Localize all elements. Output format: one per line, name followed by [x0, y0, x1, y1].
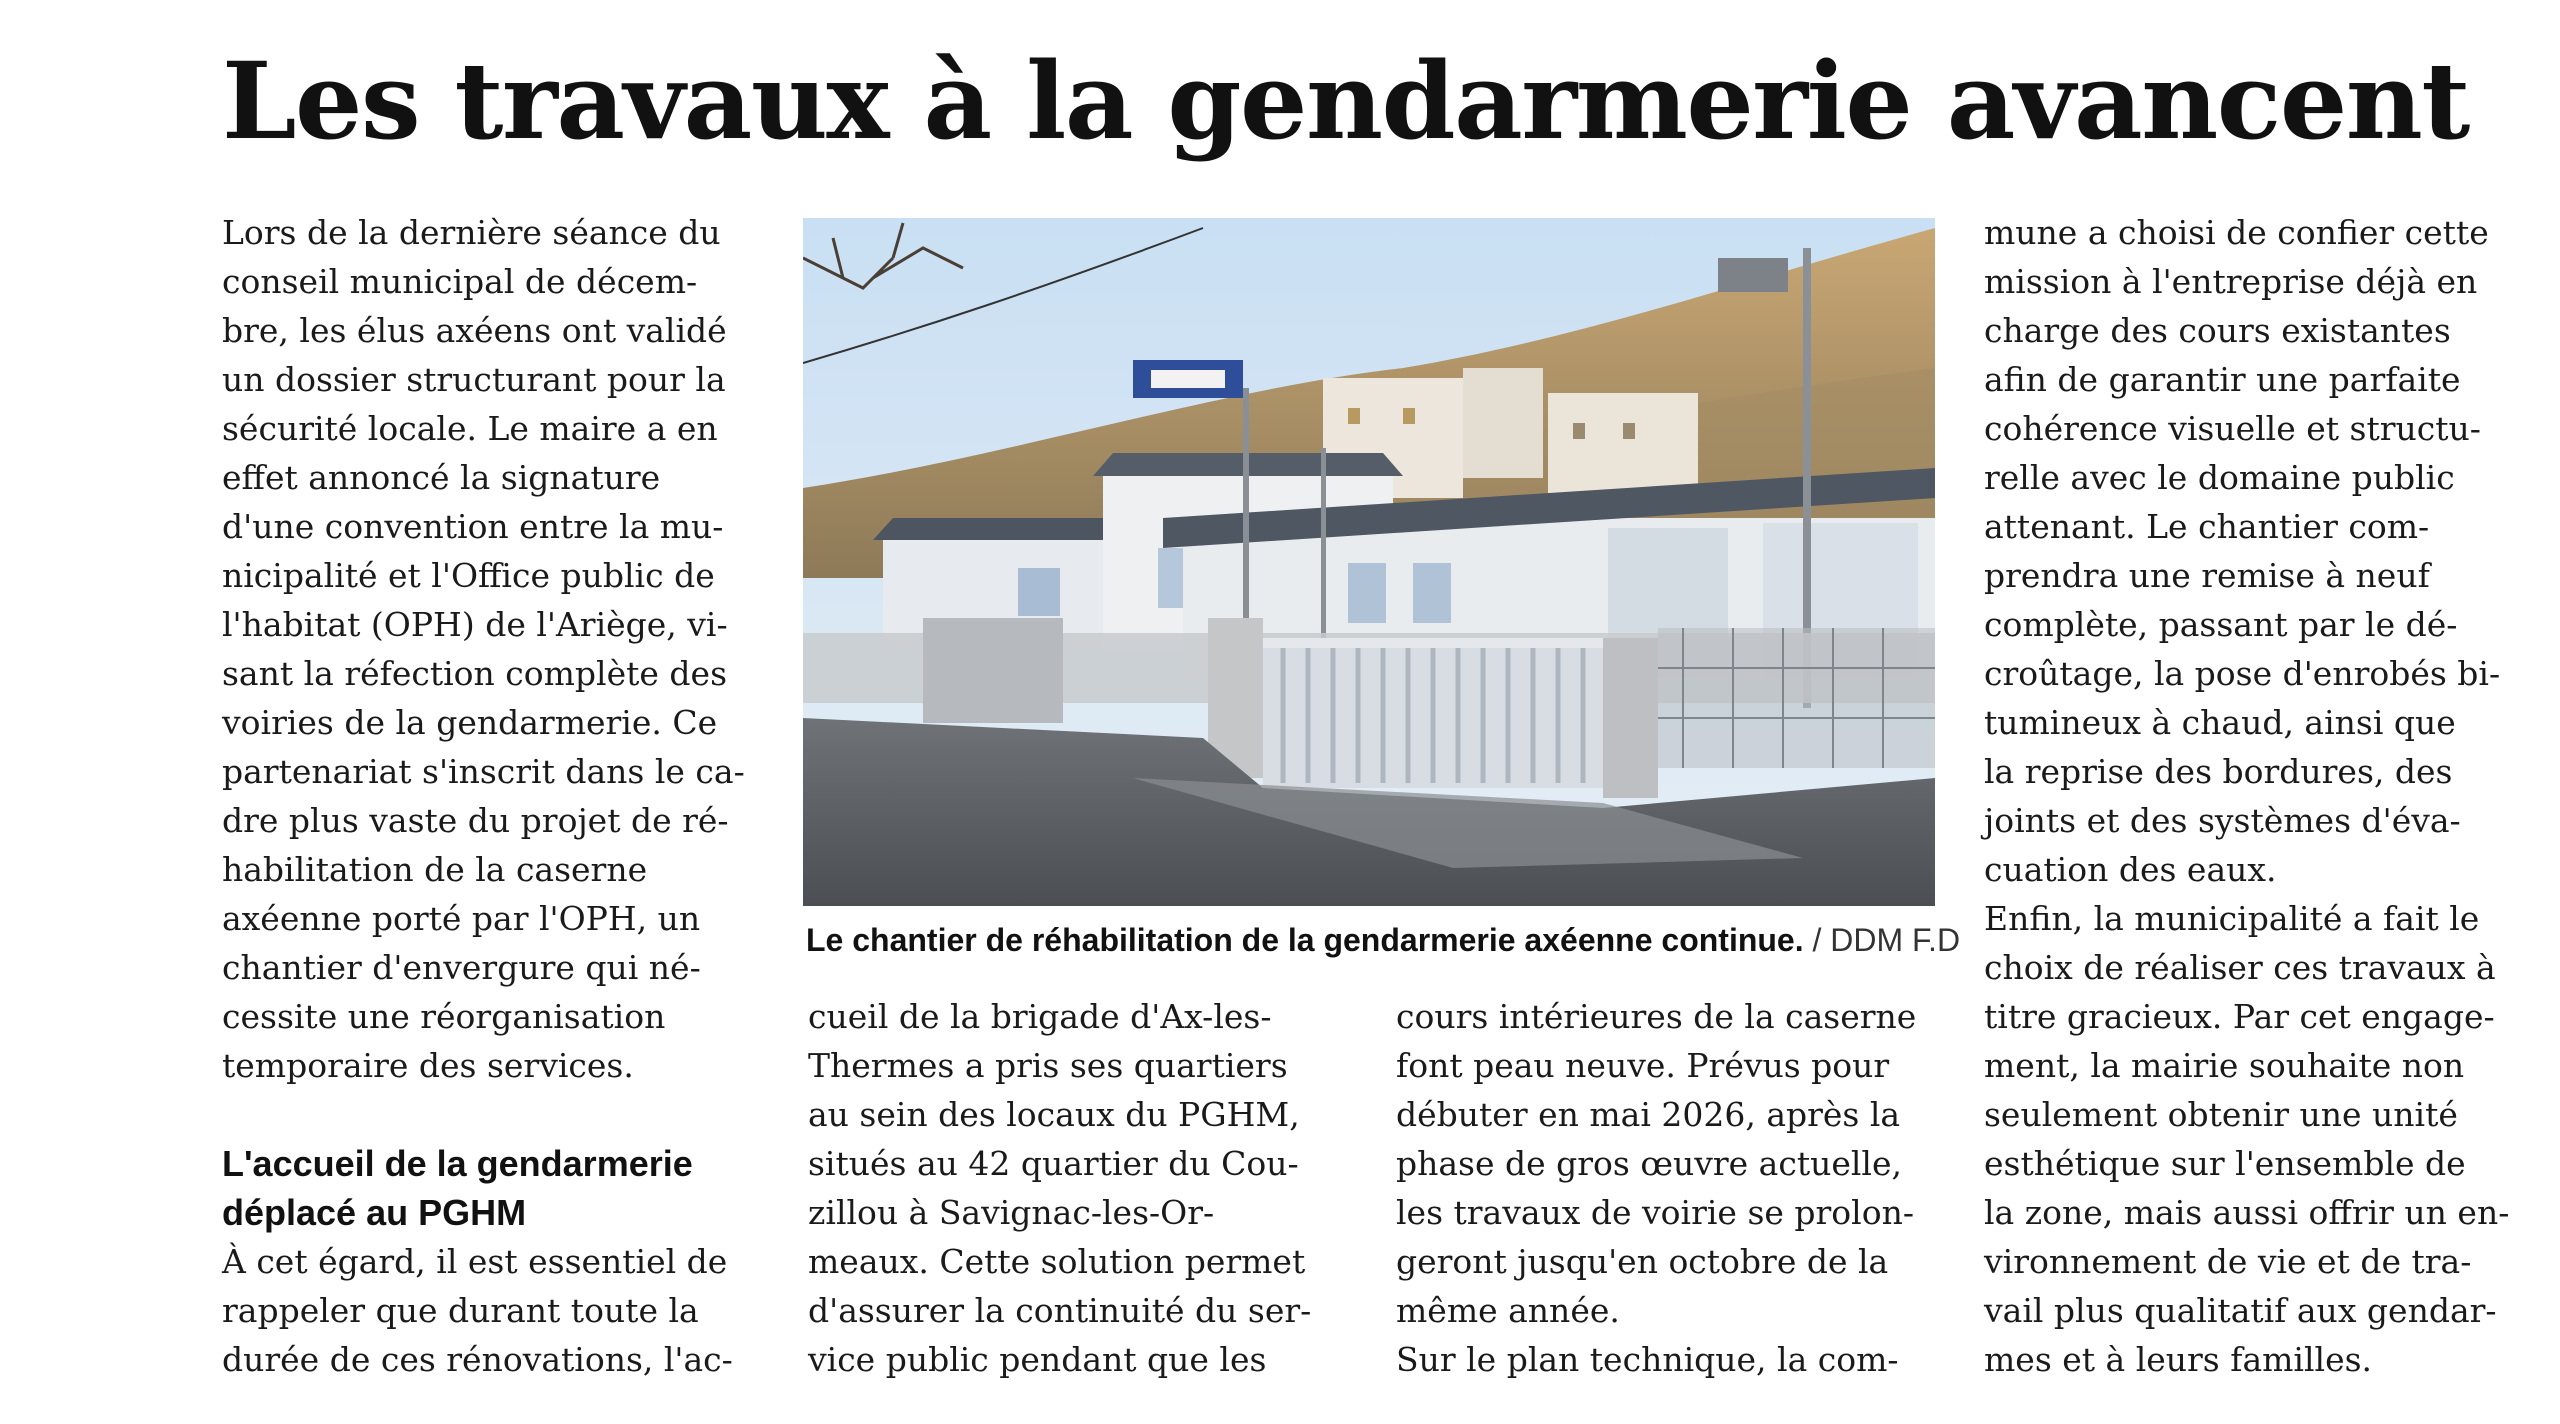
text-line: cueil de la brigade d'Ax-les-: [808, 997, 1272, 1036]
text-line: temporaire des services.: [222, 1046, 634, 1085]
text-line: ment, la mairie souhaite non: [1984, 1046, 2465, 1085]
paragraph-gap: [222, 1090, 758, 1139]
caption-text: Le chantier de réhabilitation de la gendarmerie axéenne continue.: [806, 922, 1804, 958]
text-line: même année.: [1396, 1291, 1620, 1330]
text-line: complète, passant par le dé-: [1984, 605, 2458, 644]
text-line: attenant. Le chantier com-: [1984, 507, 2430, 546]
text-line: dre plus vaste du projet de ré-: [222, 801, 729, 840]
text-line: charge des cours existantes: [1984, 311, 2451, 350]
text-line: L'accueil de la gendarmerie: [222, 1143, 693, 1184]
text-line: les travaux de voirie se prolon-: [1396, 1193, 1914, 1232]
text-line: conseil municipal de décem-: [222, 262, 698, 301]
text-line: bre, les élus axéens ont validé: [222, 311, 727, 350]
text-line: d'une convention entre la mu-: [222, 507, 724, 546]
section-subhead: [222, 1139, 758, 1237]
text-line: au sein des locaux du PGHM,: [808, 1095, 1300, 1134]
text-line: vail plus qualitatif aux gendar-: [1984, 1291, 2497, 1330]
text-line: un dossier structurant pour la: [222, 360, 726, 399]
text-line: la reprise des bordures, des: [1984, 752, 2453, 791]
article-column-2: [808, 992, 1345, 1384]
text-line: vironnement de vie et de tra-: [1984, 1242, 2472, 1281]
text-line: habilitation de la caserne: [222, 850, 648, 889]
text-line: titre gracieux. Par cet engage-: [1984, 997, 2495, 1036]
column-1-text: [222, 208, 758, 1090]
text-line: joints et des systèmes d'éva-: [1984, 801, 2461, 840]
text-line: tumineux à chaud, ainsi que: [1984, 703, 2456, 742]
text-line: la zone, mais aussi offrir un en-: [1984, 1193, 2510, 1232]
article-photo: [803, 218, 1935, 906]
text-line: Lors de la dernière séance du: [222, 213, 721, 252]
text-line: situés au 42 quartier du Cou-: [808, 1144, 1299, 1183]
text-line: sant la réfection complète des: [222, 654, 728, 693]
column-1-text-continued: [222, 1237, 758, 1384]
text-line: vice public pendant que les: [808, 1340, 1267, 1379]
column-2-text: [808, 992, 1345, 1384]
article-column-4: [1984, 208, 2524, 1384]
text-line: À cet égard, il est essentiel de: [222, 1242, 728, 1281]
text-line: relle avec le domaine public: [1984, 458, 2455, 497]
photo-credit: / DDM F.D: [1812, 922, 1961, 958]
text-line: Thermes a pris ses quartiers: [808, 1046, 1288, 1085]
text-line: cohérence visuelle et structu-: [1984, 409, 2481, 448]
text-line: Sur le plan technique, la com-: [1396, 1340, 1899, 1379]
text-line: meaux. Cette solution permet: [808, 1242, 1306, 1281]
text-line: débuter en mai 2026, après la: [1396, 1095, 1901, 1134]
text-line: afin de garantir une parfaite: [1984, 360, 2461, 399]
text-line: croûtage, la pose d'enrobés bi-: [1984, 654, 2501, 693]
text-line: geront jusqu'en octobre de la: [1396, 1242, 1889, 1281]
text-line: font peau neuve. Prévus pour: [1396, 1046, 1890, 1085]
text-line: l'habitat (OPH) de l'Ariège, vi-: [222, 605, 728, 644]
text-line: durée de ces rénovations, l'ac-: [222, 1340, 733, 1379]
text-line: cuation des eaux.: [1984, 850, 2277, 889]
column-3-text: [1396, 992, 1935, 1384]
article-column-3: [1396, 992, 1935, 1384]
text-line: axéenne porté par l'OPH, un: [222, 899, 701, 938]
text-line: prendra une remise à neuf: [1984, 556, 2430, 595]
article-column-1: [222, 208, 758, 1384]
text-line: chantier d'envergure qui né-: [222, 948, 701, 987]
text-line: cours intérieures de la caserne: [1396, 997, 1917, 1036]
text-line: choix de réaliser ces travaux à: [1984, 948, 2496, 987]
column-4-text: [1984, 208, 2524, 1384]
text-line: mission à l'entreprise déjà en: [1984, 262, 2478, 301]
text-line: déplacé au PGHM: [222, 1192, 527, 1233]
headline: Les travaux à la gendarmerie avancent: [222, 38, 2469, 163]
text-line: d'assurer la continuité du ser-: [808, 1291, 1312, 1330]
text-line: mes et à leurs familles.: [1984, 1340, 2373, 1379]
text-line: mune a choisi de confier cette: [1984, 213, 2489, 252]
text-line: sécurité locale. Le maire a en: [222, 409, 718, 448]
text-line: esthétique sur l'ensemble de: [1984, 1144, 2466, 1183]
text-line: effet annoncé la signature: [222, 458, 661, 497]
text-line: cessite une réorganisation: [222, 997, 666, 1036]
text-line: seulement obtenir une unité: [1984, 1095, 2458, 1134]
text-line: partenariat s'inscrit dans le ca-: [222, 752, 745, 791]
text-line: rappeler que durant toute la: [222, 1291, 699, 1330]
photo-caption: [806, 918, 1961, 962]
text-line: zillou à Savignac-les-Or-: [808, 1193, 1215, 1232]
text-line: voiries de la gendarmerie. Ce: [222, 703, 718, 742]
text-line: nicipalité et l'Office public de: [222, 556, 715, 595]
text-line: phase de gros œuvre actuelle,: [1396, 1144, 1902, 1183]
text-line: Enfin, la municipalité a fait le: [1984, 899, 2480, 938]
